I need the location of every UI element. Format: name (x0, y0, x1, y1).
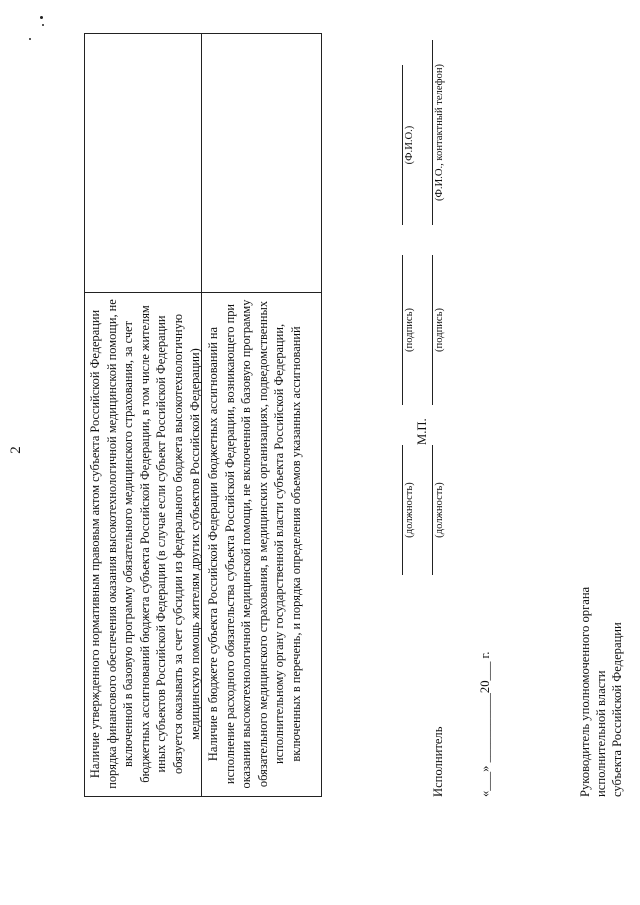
name-caption-2: (Ф.И.О., контактный телефон) (434, 63, 445, 202)
head-title-line-3: субъекта Российской Федерации (610, 622, 624, 797)
table-row-1-text: Наличие утвержденного нормативным правовым актом субъекта Российской Федерации порядка финансового обеспечения оказания высокотехнологичной медицинской помощи, не включенной в базовую программу обязательного медицинского страхования, за счет бюджетных ассигнований бюджета субъекта Российской Федерации, в том числе жителям иных субъектов Российской Федерации (в случае если субъект Российской Федерации обязуется оказывать за счет субсидии из федерального бюджета высокотехнологичную медицинскую помощь жителям других субъектов Российской Федерации) (88, 299, 202, 789)
name-caption-1: (Ф.И.О.) (404, 125, 415, 165)
date-line: «___» ___________20___ г. (478, 651, 492, 797)
head-title-line-1: Руководитель уполномоченного органа (578, 586, 592, 797)
position-caption-1: (должность) (404, 482, 415, 538)
name-line-2 (432, 40, 433, 225)
column-divider (85, 292, 321, 293)
head-title-line-2: исполнительной власти (594, 670, 608, 797)
executor-label: Исполнитель (431, 726, 445, 797)
position-caption-2: (должность) (434, 482, 445, 538)
signature-line-1 (402, 255, 403, 405)
stamp-label: М.П. (415, 418, 429, 445)
table-row-2-text: Наличие в бюджете субъекта Российской Федерации бюджетных ассигнований на исполнение расходного обязательства субъекта Российской Федерации, возникающего при оказании высокотехнологичной медицинской помощи, не включенной в базовую программу обязательного медицинского страхования, в медицинских организациях, подведомственных исполнительному органу государственной власти субъекта Российской Федерации, включенных в перечень, и порядка определения объемов указанных ассигнований (206, 299, 303, 789)
position-line-1 (402, 445, 403, 575)
signature-caption-2: (подпись) (434, 308, 445, 352)
criteria-table (84, 33, 322, 797)
signature-line-2 (432, 255, 433, 405)
signature-caption-1: (подпись) (404, 308, 415, 352)
page-number: 2 (8, 446, 24, 454)
name-line-1 (402, 65, 403, 225)
position-line-2 (432, 445, 433, 575)
